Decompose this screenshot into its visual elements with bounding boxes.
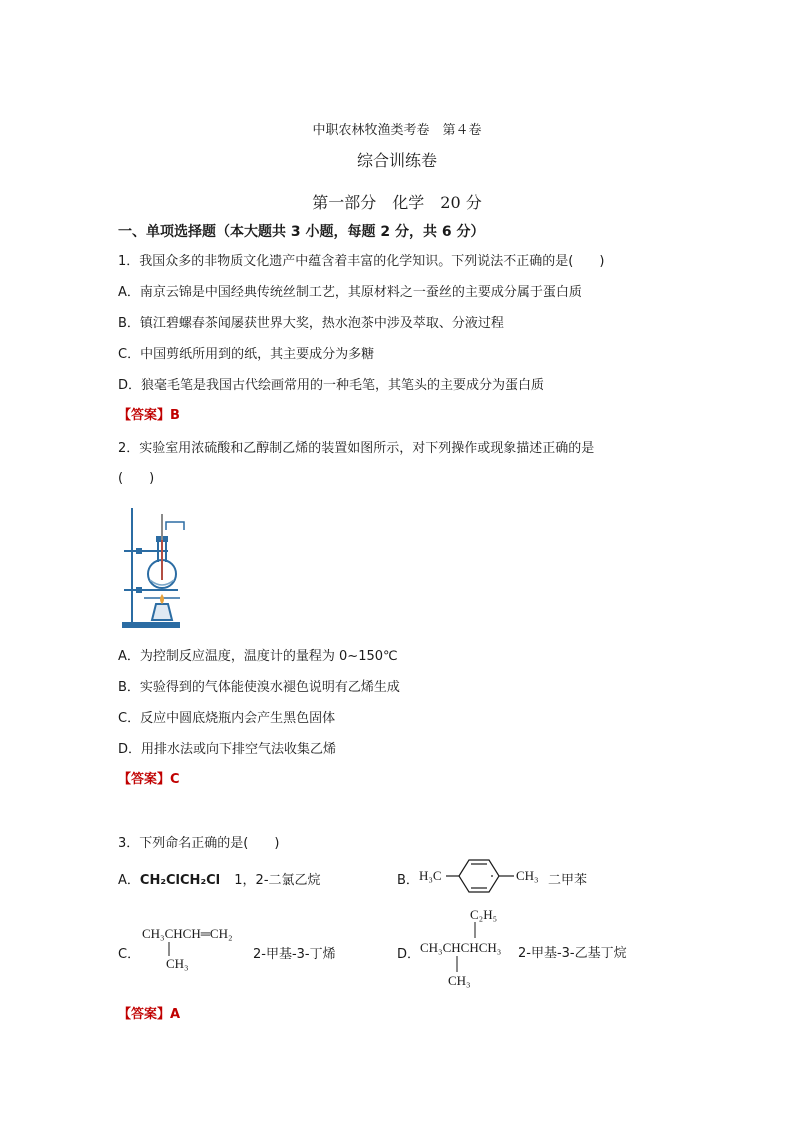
question-1-option-a: A．南京云锦是中国经典传统丝制工艺，其原材料之一蚕丝的主要成分属于蛋白质	[118, 285, 582, 300]
ethylene-apparatus-illustration	[118, 500, 198, 632]
question-1-answer	[118, 404, 180, 423]
answer-tag: 【答案】	[118, 1007, 171, 1022]
question-2-option-b: B．实验得到的气体能使溴水褪色说明有乙烯生成	[118, 680, 400, 695]
section-heading: 一、单项选择题（本大题共 3 小题，每题 2 分，共 6 分）	[118, 224, 485, 240]
answer-tag: 【答案】	[118, 772, 171, 787]
option-c-main-chain: CH₃CHCH═CH₂	[142, 926, 233, 941]
part-title: 第一部分 化学 20 分	[312, 193, 482, 212]
xylene-methyl-right: CH₃	[516, 868, 539, 883]
question-3-option-b-label: B．	[397, 873, 419, 888]
question-2-option-c: C．反应中圆底烧瓶内会产生黑色固体	[118, 711, 336, 726]
question-3-option-a	[118, 869, 321, 888]
question-3-option-c-name: 2-甲基-3-丁烯	[253, 947, 336, 962]
option-c-branch-bond	[164, 942, 174, 956]
question-1-option-d: D．狼毫毛笔是我国古代绘画常用的一种毛笔，其笔头的主要成分为蛋白质	[118, 378, 545, 393]
question-3-option-c-label: C．	[118, 947, 141, 962]
option-d-bottom-bond	[452, 956, 462, 972]
question-3-option-d-name: 2-甲基-3-乙基丁烷	[518, 946, 627, 961]
question-3-stem: 3．下列命名正确的是( )	[118, 836, 280, 851]
option-d-bottom-branch: CH₃	[448, 973, 471, 988]
option-formula: CH₂ClCH₂Cl	[139, 873, 221, 888]
benzene-ring-diagram	[446, 857, 514, 895]
paper-title: 综合训练卷	[356, 151, 437, 170]
answer-value: C	[170, 772, 180, 787]
option-d-main-chain: CH₃CHCHCH₃	[420, 940, 502, 955]
question-2-stem-bracket: ( )	[118, 471, 155, 486]
option-d-top-bond	[470, 922, 480, 938]
question-1-option-b: B．镇江碧螺春茶闻屡获世界大奖，热水泡茶中涉及萃取、分液过程	[118, 316, 504, 331]
option-name: 1，2-二氯乙烷	[234, 873, 321, 888]
answer-value: A	[170, 1007, 181, 1022]
option-label: A．	[118, 873, 140, 888]
question-2-stem: 2．实验室用浓硫酸和乙醇制乙烯的装置如图所示，对下列操作或现象描述正确的是	[118, 441, 595, 456]
question-2-option-a: A．为控制反应温度，温度计的量程为 0~150℃	[118, 649, 398, 664]
question-2-answer	[118, 768, 180, 787]
option-d-top-branch: C₂H₅	[470, 907, 498, 922]
answer-tag: 【答案】	[118, 408, 171, 423]
question-3-answer	[118, 1003, 180, 1022]
question-1-option-c: C．中国剪纸所用到的纸，其主要成分为多糖	[118, 347, 375, 362]
question-3-option-d-label: D．	[397, 947, 421, 962]
xylene-methyl-left: H₃C	[419, 868, 442, 883]
question-1-stem: 1．我国众多的非物质文化遗产中蕴含着丰富的化学知识。下列说法不正确的是( )	[118, 254, 605, 269]
question-2-option-d: D．用排水法或向下排空气法收集乙烯	[118, 742, 337, 757]
exam-series-title: 中职农林牧渔类考卷 第４卷	[312, 123, 482, 138]
question-3-option-b-name: 二甲苯	[548, 873, 588, 888]
answer-value: B	[170, 408, 180, 423]
option-c-branch: CH₃	[166, 956, 189, 971]
